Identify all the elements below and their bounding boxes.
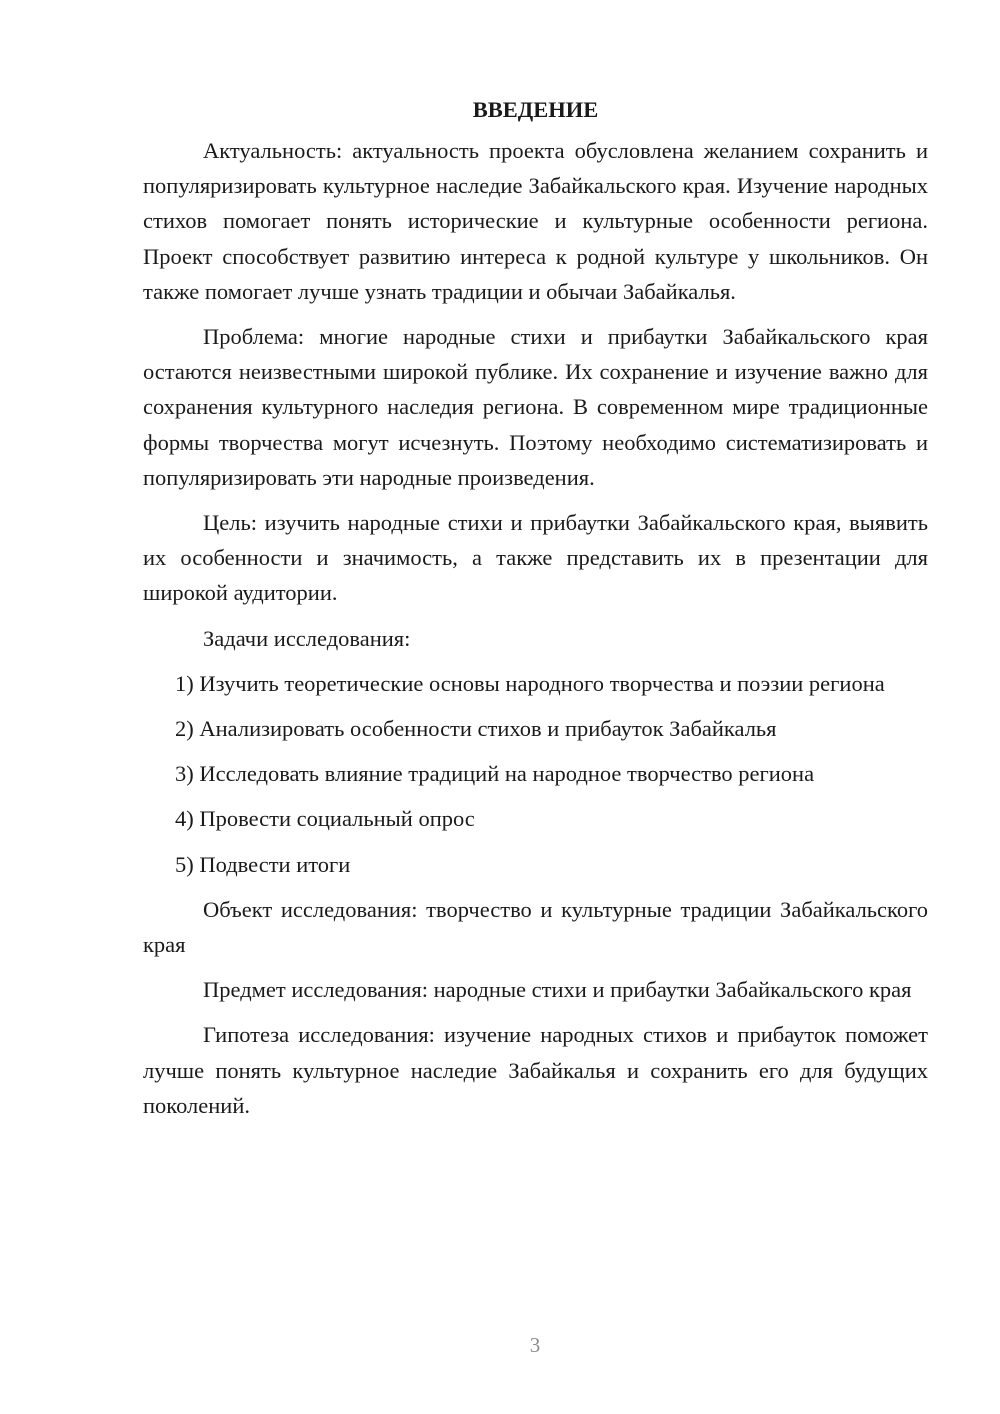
task-item-4: 4) Провести социальный опрос <box>175 806 475 832</box>
task-item-3: 3) Исследовать влияние традиций на народное творчество региона <box>175 761 815 787</box>
object-paragraph: Объект исследования: творчество и культурные традиции Забайкальского края <box>143 896 928 958</box>
problem-paragraph: Проблема: многие народные стихи и прибаутки Забайкальского края остаются неизвестными широкой публике. Их сохранение и изучение важно для сохранения культурного наследия региона. В современном мире традиционные формы творчества могут исчезнуть. Поэтому необходимо систематизировать и популяризировать эти народные произведения. <box>143 324 928 490</box>
relevance-paragraph: Актуальность: актуальность проекта обусловлена желанием сохранить и популяризировать культурное наследие Забайкальского края. Изучение народных стихов помогает понять исторические и культурные особенности региона. Проект способствует развитию интереса к родной культуре у школьников. Он также помогает лучше узнать традиции и обычаи Забайкалья. <box>143 138 928 304</box>
tasks-heading: Задачи исследования: <box>203 625 411 651</box>
task-item-2: 2) Анализировать особенности стихов и прибауток Забайкалья <box>175 716 777 742</box>
goal-paragraph: Цель: изучить народные стихи и прибаутки Забайкальского края, выявить их особенности и значимость, а также представить их в презентации для широкой аудитории. <box>143 510 928 606</box>
subject-paragraph: Предмет исследования: народные стихи и прибаутки Забайкальского края <box>203 977 912 1003</box>
task-item-5: 5) Подвести итоги <box>175 851 351 877</box>
hypothesis-paragraph: Гипотеза исследования: изучение народных стихов и прибауток поможет лучше понять культурное наследие Забайкалья и сохранить его для будущих поколений. <box>143 1022 928 1118</box>
task-item-1: 1) Изучить теоретические основы народного творчества и поэзии региона <box>175 670 885 696</box>
document-page <box>143 92 928 1133</box>
section-title: ВВЕДЕНИЕ <box>472 97 599 122</box>
page-number: 3 <box>529 1333 541 1357</box>
